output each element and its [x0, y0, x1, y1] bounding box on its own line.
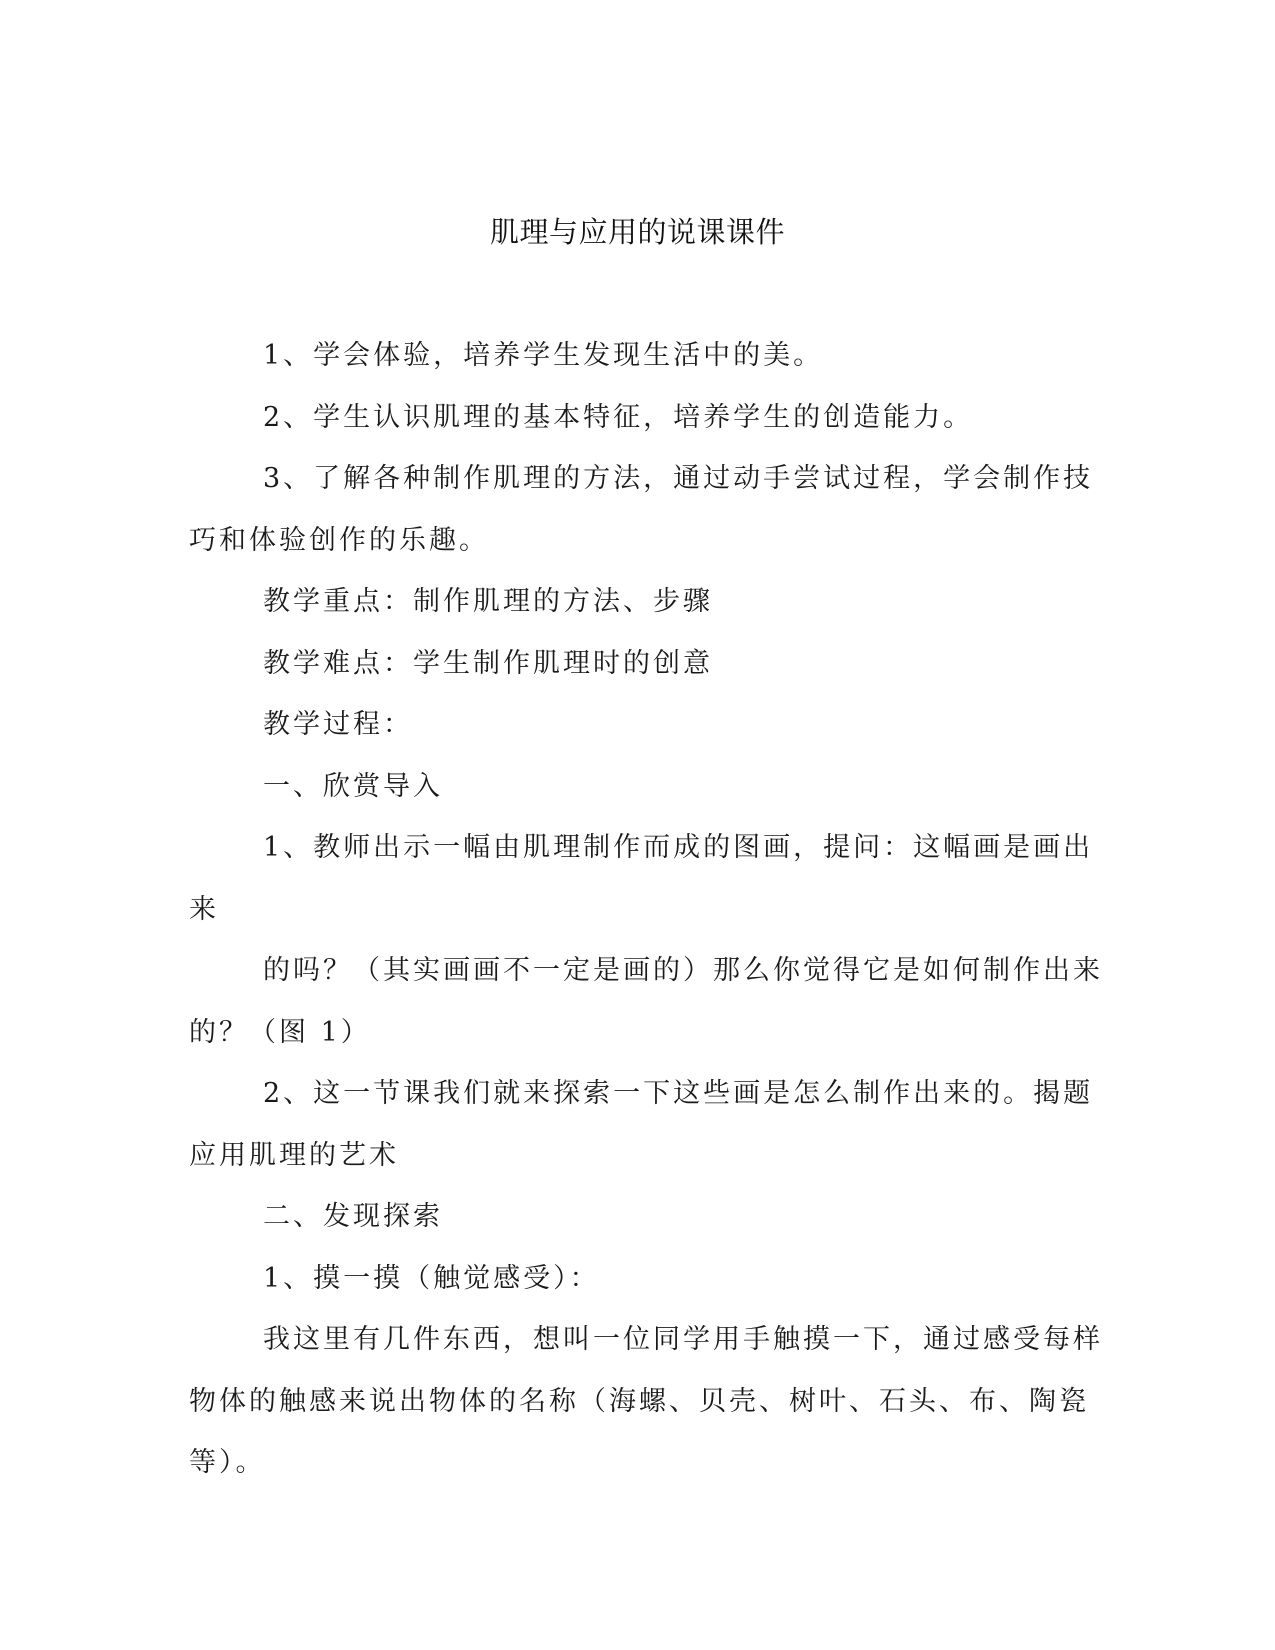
paragraph-line: 1、学会体验，培养学生发现生活中的美。	[263, 340, 824, 371]
paragraph-line: 1、摸一摸（触觉感受）：	[263, 1262, 600, 1294]
paragraph-line: 我这里有几件东西，想叫一位同学用手触摸一下，通过感受每样	[263, 1324, 1103, 1355]
paragraph-line: 2、这一节课我们就来探索一下这些画是怎么制作出来的。揭题	[263, 1078, 1094, 1109]
paragraph-line: 教学过程：	[263, 709, 413, 740]
paragraph-line: 一、欣赏导入	[263, 770, 443, 802]
paragraph-line: 教学重点：制作肌理的方法、步骤	[263, 586, 713, 617]
paragraph-line: 2、学生认识肌理的基本特征，培养学生的创造能力。	[263, 401, 974, 433]
paragraph-line: 1、教师出示一幅由肌理制作而成的图画，提问：这幅画是画出	[263, 832, 1094, 863]
paragraph-line: 应用肌理的艺术	[189, 1139, 399, 1171]
paragraph-line: 物体的触感来说出物体的名称（海螺、贝壳、树叶、石头、布、陶瓷	[189, 1385, 1089, 1417]
paragraph-line: 二、发现探索	[263, 1201, 443, 1232]
paragraph-line: 的吗？（其实画画不一定是画的）那么你觉得它是如何制作出来	[263, 955, 1103, 986]
paragraph-line: 教学难点：学生制作肌理时的创意	[263, 647, 713, 679]
document-body	[189, 325, 1103, 1494]
paragraph-line: 3、了解各种制作肌理的方法，通过动手尝试过程，学会制作技	[263, 463, 1094, 494]
paragraph-line: 的？（图 1）	[189, 1016, 371, 1048]
paragraph-line: 巧和体验创作的乐趣。	[189, 524, 489, 556]
paragraph-line: 等）。	[189, 1447, 266, 1478]
paragraph-line: 来	[189, 893, 219, 925]
document-title: 肌理与应用的说课课件	[489, 215, 785, 249]
